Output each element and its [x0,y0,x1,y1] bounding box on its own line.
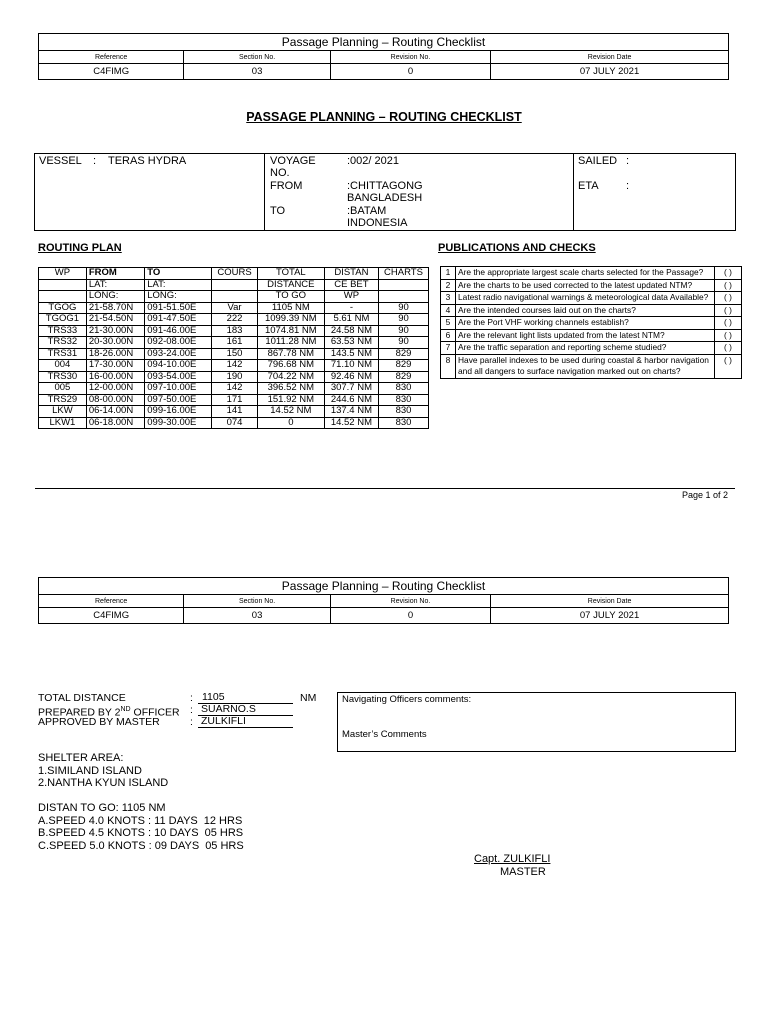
prepared-label-a: PREPARED BY 2 [38,706,121,719]
check-question: Are the charts to be used corrected to the latest updated NTM? [456,279,715,292]
shelter-area [38,752,168,790]
prepared-label-b: OFFICER [130,706,180,719]
leg-distance-cell: 307.7 NM [324,383,378,395]
check-item [441,317,742,330]
col-header-total: TOTAL [257,268,324,280]
header-value: C4FIMG [39,64,184,80]
check-number: 8 [441,354,456,378]
course-cell: 142 [212,383,258,395]
check-question: Are the traffic separation and reporting scheme studied? [456,342,715,355]
header-label: Revision No. [330,595,490,608]
shelter-item: 2.NANTHA KYUN ISLAND [38,777,169,789]
wp-cell: TRS33 [39,325,87,337]
vessel-sep: : [93,155,97,167]
check-box[interactable]: ( ) [715,292,742,305]
chart-cell: 830 [379,406,429,418]
header-value: 0 [330,608,490,624]
voyage-label: VOYAGE NO. [270,155,316,179]
from-cell: 21-30.00N [86,325,144,337]
total-distance-cell: 14.52 NM [257,406,324,418]
header-label: Section No. [184,595,331,608]
wp-cell: LKW1 [39,417,87,429]
total-distance-cell: 796.68 NM [257,360,324,372]
doc-header-title: Passage Planning – Routing Checklist [39,578,729,595]
total-distance-cell: 0 [257,417,324,429]
doc-header-table [38,33,729,80]
sailed-value: : [626,155,630,167]
speed-hours: 05 HRS [205,839,244,852]
leg-distance-cell: - [324,302,378,314]
wp-cell: 005 [39,383,87,395]
routing-row [39,406,429,418]
header-label: Revision Date [491,595,729,608]
leg-distance-cell: 71.10 NM [324,360,378,372]
total-distance-label: TOTAL DISTANCE [38,692,126,704]
header-label: Reference [39,51,184,64]
distance-heading: DISTAN TO GO: 1105 NM [38,802,166,814]
signature-name: Capt. ZULKIFLI [474,853,551,865]
course-cell: 171 [212,394,258,406]
speed-days: C.SPEED 5.0 KNOTS : 09 DAYS [38,839,200,852]
page-number: Page 1 of 2 [682,490,729,500]
to-label: TO [270,205,286,217]
check-item [441,342,742,355]
from-cell: 12-00.00N [86,383,144,395]
to-title: TO [147,267,161,279]
wp-cell: TGOG [39,302,87,314]
from-long-label: LONG: [86,291,144,303]
total-distance-unit: NM [300,692,317,704]
eta-value: : [626,180,630,192]
dist-header-2: CE BET [324,279,378,291]
routing-row [39,348,429,360]
from-cell: 20-30.00N [86,337,144,349]
course-cell: 190 [212,371,258,383]
check-question: Are the appropriate largest scale charts selected for the Passage? [456,267,715,280]
vessel-name: TERAS HYDRA [108,155,187,167]
to-cell: 091-47.50E [145,314,212,326]
check-item [441,354,742,378]
total-header-2: DISTANCE [257,279,324,291]
vessel-label: VESSEL [39,155,82,167]
col-header-to [145,268,212,280]
shelter-heading: SHELTER AREA: [38,752,124,764]
distance-section [38,802,244,852]
check-box[interactable]: ( ) [715,354,742,378]
navigating-officer-comments-label: Navigating Officers comments: [342,694,472,705]
chart-cell: 90 [379,302,429,314]
total-distance-cell: 704.22 NM [257,371,324,383]
speed-row [38,827,244,840]
leg-distance-cell: 143.5 NM [324,348,378,360]
eta-label: ETA [578,180,599,192]
check-number: 2 [441,279,456,292]
from-cell: 06-18.00N [86,417,144,429]
comments-box [337,692,736,752]
routing-table [38,267,429,429]
routing-row [39,314,429,326]
wp-cell: TRS32 [39,337,87,349]
page-title: PASSAGE PLANNING – ROUTING CHECKLIST [246,110,522,124]
voyage-value: :002/ 2021 [347,155,399,167]
check-number: 5 [441,317,456,330]
from-cell: 17-30.00N [86,360,144,372]
header-value: 03 [184,608,331,624]
course-cell: 183 [212,325,258,337]
total-distance-cell: 1099.39 NM [257,314,324,326]
to-long-label: LONG: [145,291,212,303]
to-cell: 093-54.00E [145,371,212,383]
vessel-divider [264,153,265,231]
routing-row [39,394,429,406]
routing-row [39,337,429,349]
wp-cell: TGOG1 [39,314,87,326]
total-distance-cell: 396.52 NM [257,383,324,395]
to-cell: 097-10.00E [145,383,212,395]
from-value: :CHITTAGONG BANGLADESH [347,180,423,204]
check-item [441,267,742,280]
doc-header-table-2 [38,577,729,624]
check-item [441,292,742,305]
from-title: FROM [88,267,117,279]
total-distance-cell: 867.78 NM [257,348,324,360]
to-cell: 093-24.00E [145,348,212,360]
from-cell: 21-54.50N [86,314,144,326]
wp-cell: TRS30 [39,371,87,383]
header-label: Section No. [184,51,331,64]
routing-row [39,325,429,337]
leg-distance-cell: 14.52 NM [324,417,378,429]
page-footer-rule [35,488,735,489]
prepared-by-name: SUARNO.S [201,703,256,715]
to-value: :BATAM INDONESIA [347,205,408,229]
col-header-cours: COURS [212,268,258,280]
total-distance-cell: 1011.28 NM [257,337,324,349]
chart-cell: 830 [379,394,429,406]
doc-header-title: Passage Planning – Routing Checklist [39,34,729,51]
from-lat-label: LAT: [86,279,144,291]
header-value: 07 JULY 2021 [491,608,729,624]
col-header-from [86,268,144,280]
routing-row [39,371,429,383]
check-box[interactable]: ( ) [715,342,742,355]
from-label: FROM [270,180,303,192]
approved-by-name: ZULKIFLI [201,715,246,727]
routing-row [39,383,429,395]
header-value: C4FIMG [39,608,184,624]
col-header-wp: WP [39,268,87,280]
master-comments-label: Master’s Comments [342,729,427,740]
course-cell: 142 [212,360,258,372]
check-box[interactable]: ( ) [715,317,742,330]
to-cell: 092-08.00E [145,337,212,349]
signature-role: MASTER [500,866,546,878]
approved-by-value [198,716,293,728]
wp-cell: 004 [39,360,87,372]
check-question: Are the Port VHF working channels establish? [456,317,715,330]
leg-distance-cell: 5.61 NM [324,314,378,326]
chart-cell: 829 [379,371,429,383]
course-cell: Var [212,302,258,314]
leg-distance-cell: 92.46 NM [324,371,378,383]
from-cell: 18-26.00N [86,348,144,360]
speed-days: B.SPEED 4.5 KNOTS : 10 DAYS [38,827,199,839]
total-distance-cell: 151.92 NM [257,394,324,406]
to-cell: 094-10.00E [145,360,212,372]
check-number: 1 [441,267,456,280]
routing-row [39,360,429,372]
header-value: 07 JULY 2021 [491,64,729,80]
colon: : [190,716,193,728]
wp-cell: TRS31 [39,348,87,360]
total-header-3: TO GO [257,291,324,303]
check-question: Are the intended courses laid out on the charts? [456,304,715,317]
leg-distance-cell: 24.58 NM [324,325,378,337]
approved-by-label: APPROVED BY MASTER [38,716,160,728]
check-item [441,304,742,317]
check-box[interactable]: ( ) [715,304,742,317]
chart-cell: 90 [379,314,429,326]
total-distance-number: 1105 [202,691,225,703]
publications-heading: PUBLICATIONS AND CHECKS [438,242,596,254]
speed-hours: 05 HRS [204,827,244,839]
from-cell: 16-00.00N [86,371,144,383]
sailed-divider [573,153,574,231]
check-number: 4 [441,304,456,317]
header-label: Revision No. [330,51,490,64]
to-cell: 097-50.00E [145,394,212,406]
prepared-label-sup: ND [120,706,131,713]
check-number: 7 [441,342,456,355]
wp-cell: LKW [39,406,87,418]
speed-row [38,815,244,828]
from-cell: 06-14.00N [86,406,144,418]
check-number: 3 [441,292,456,305]
from-cell: 21-58.70N [86,302,144,314]
leg-distance-cell: 63.53 NM [324,337,378,349]
from-cell: 08-00.00N [86,394,144,406]
speed-days: A.SPEED 4.0 KNOTS : 11 DAYS [38,814,198,827]
chart-cell: 830 [379,383,429,395]
leg-distance-cell: 244.6 NM [324,394,378,406]
chart-cell: 829 [379,348,429,360]
chart-cell: 90 [379,337,429,349]
to-cell: 091-46.00E [145,325,212,337]
check-box[interactable]: ( ) [715,279,742,292]
colon: : [190,692,193,704]
chart-cell: 830 [379,417,429,429]
leg-distance-cell: 137.4 NM [324,406,378,418]
col-header-charts: CHARTS [379,268,429,280]
speed-hours: 12 HRS [203,814,243,827]
speed-row [38,840,244,853]
course-cell: 222 [212,314,258,326]
total-distance-cell: 1074.81 NM [257,325,324,337]
col-header-dist: DISTAN [324,268,378,280]
publications-rows [441,267,742,379]
course-cell: 074 [212,417,258,429]
check-question: Have parallel indexes to be used during coastal & harbor navigation and all dangers to surface navigation marked out on charts? [456,354,715,378]
publications-table [440,266,742,379]
check-number: 6 [441,329,456,342]
colon: : [190,704,193,716]
check-box[interactable]: ( ) [715,329,742,342]
check-box[interactable]: ( ) [715,267,742,280]
chart-cell: 90 [379,325,429,337]
routing-plan-heading: ROUTING PLAN [38,242,122,254]
total-distance-cell: 1105 NM [257,302,324,314]
check-item [441,279,742,292]
header-value: 0 [330,64,490,80]
header-label: Reference [39,595,184,608]
to-cell: 091-51.50E [145,302,212,314]
check-item [441,329,742,342]
course-cell: 161 [212,337,258,349]
course-cell: 150 [212,348,258,360]
to-cell: 099-30.00E [145,417,212,429]
vessel-info-box [34,153,736,231]
shelter-item: 1.SIMILAND ISLAND [38,764,142,777]
dist-header-3: WP [324,291,378,303]
course-cell: 141 [212,406,258,418]
chart-cell: 829 [379,360,429,372]
header-value: 03 [184,64,331,80]
check-question: Latest radio navigational warnings & meteorological data Available? [456,292,715,305]
check-question: Are the relevant light lists updated from the latest NTM? [456,329,715,342]
to-lat-label: LAT: [145,279,212,291]
routing-row [39,302,429,314]
wp-cell: TRS29 [39,394,87,406]
routing-row [39,417,429,429]
routing-rows [39,302,429,429]
sailed-label: SAILED [578,155,618,167]
to-cell: 099-16.00E [145,406,212,418]
header-label: Revision Date [491,51,729,64]
